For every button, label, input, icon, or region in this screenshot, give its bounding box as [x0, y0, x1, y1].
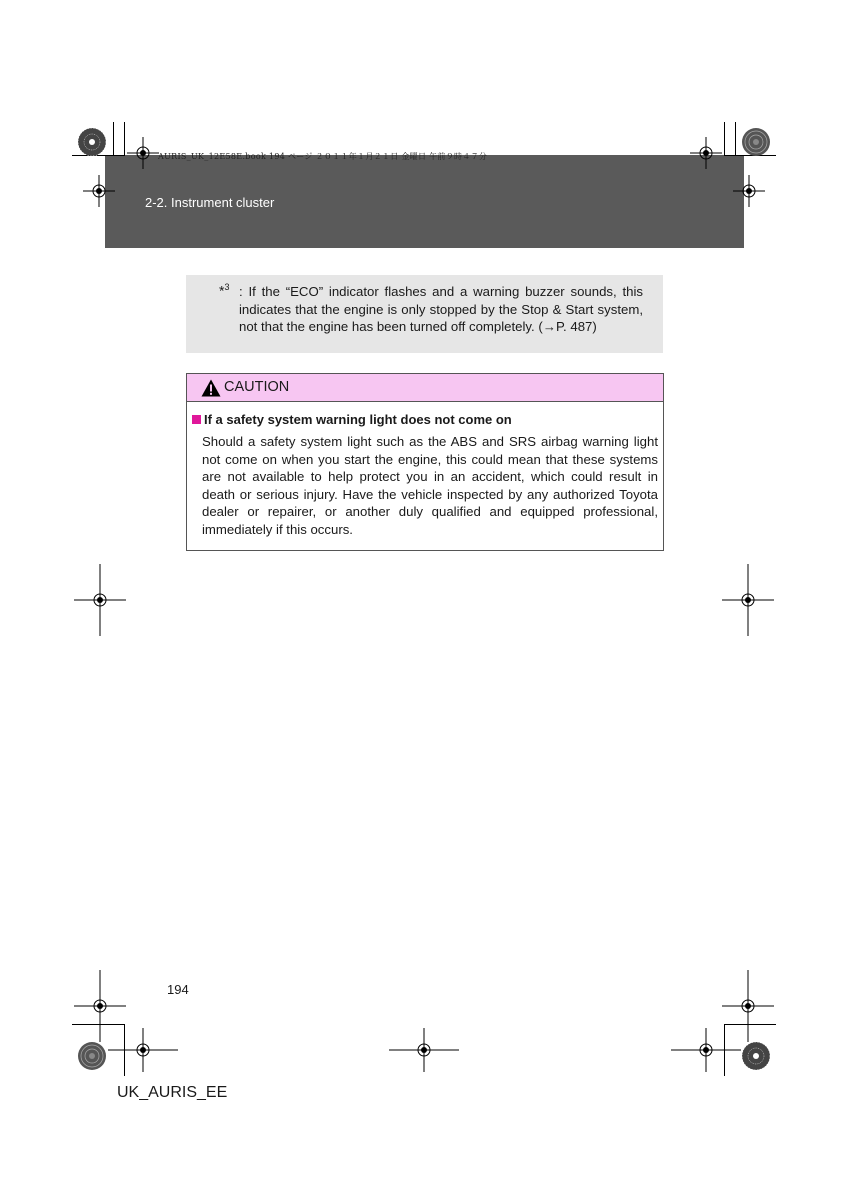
- note-asterisk: *: [219, 282, 225, 299]
- note-marker: [219, 282, 229, 299]
- starburst-target-icon: [741, 1041, 771, 1071]
- caution-header: [187, 374, 663, 402]
- warning-triangle-icon: [201, 379, 221, 397]
- starburst-target-icon: [77, 127, 107, 157]
- starburst-target-icon: [741, 127, 771, 157]
- starburst-target-icon: [77, 1041, 107, 1071]
- section-title: 2-2. Instrument cluster: [145, 195, 275, 210]
- registration-mark-icon: [83, 175, 115, 207]
- bullet-square-icon: [192, 415, 201, 424]
- registration-mark-icon: [671, 1028, 741, 1072]
- registration-mark-icon: [74, 564, 126, 636]
- registration-mark-icon: [389, 1028, 459, 1072]
- registration-mark-icon: [127, 137, 159, 169]
- registration-mark-icon: [733, 175, 765, 207]
- note-text: : If the “ECO” indicator flashes and a warning buzzer sounds, this indicates that the engine is only stopped by the Stop & Start system, not that the engine has been turned off completely. (→P. 487): [239, 284, 643, 334]
- caution-body: Should a safety system light such as the ABS and SRS airbag warning light not come on when you start the engine, this could mean that these systems are not available to help protect you in an accident, which could result in death or serious injury. Have the vehicle inspected by any authorized Toyota dealer or repairer, or another duly qualified and equipped professional, immediately if this occurs.: [202, 434, 658, 537]
- caution-box: [186, 373, 664, 551]
- caution-label: CAUTION: [224, 379, 290, 395]
- document-code: UK_AURIS_EE: [117, 1084, 228, 1101]
- registration-mark-icon: [690, 137, 722, 169]
- note-number: 3: [224, 282, 230, 292]
- registration-mark-icon: [722, 564, 774, 636]
- page-number: 194: [167, 982, 189, 997]
- caution-subheading-text: If a safety system warning light does not come on: [204, 412, 512, 427]
- registration-mark-icon: [108, 1028, 178, 1072]
- caution-subheading: [192, 412, 512, 427]
- print-info-line: AURIS_UK_12E58E.book 194 ページ ２０１１年１月２１日 金曜日 午前９時４７分: [158, 152, 488, 161]
